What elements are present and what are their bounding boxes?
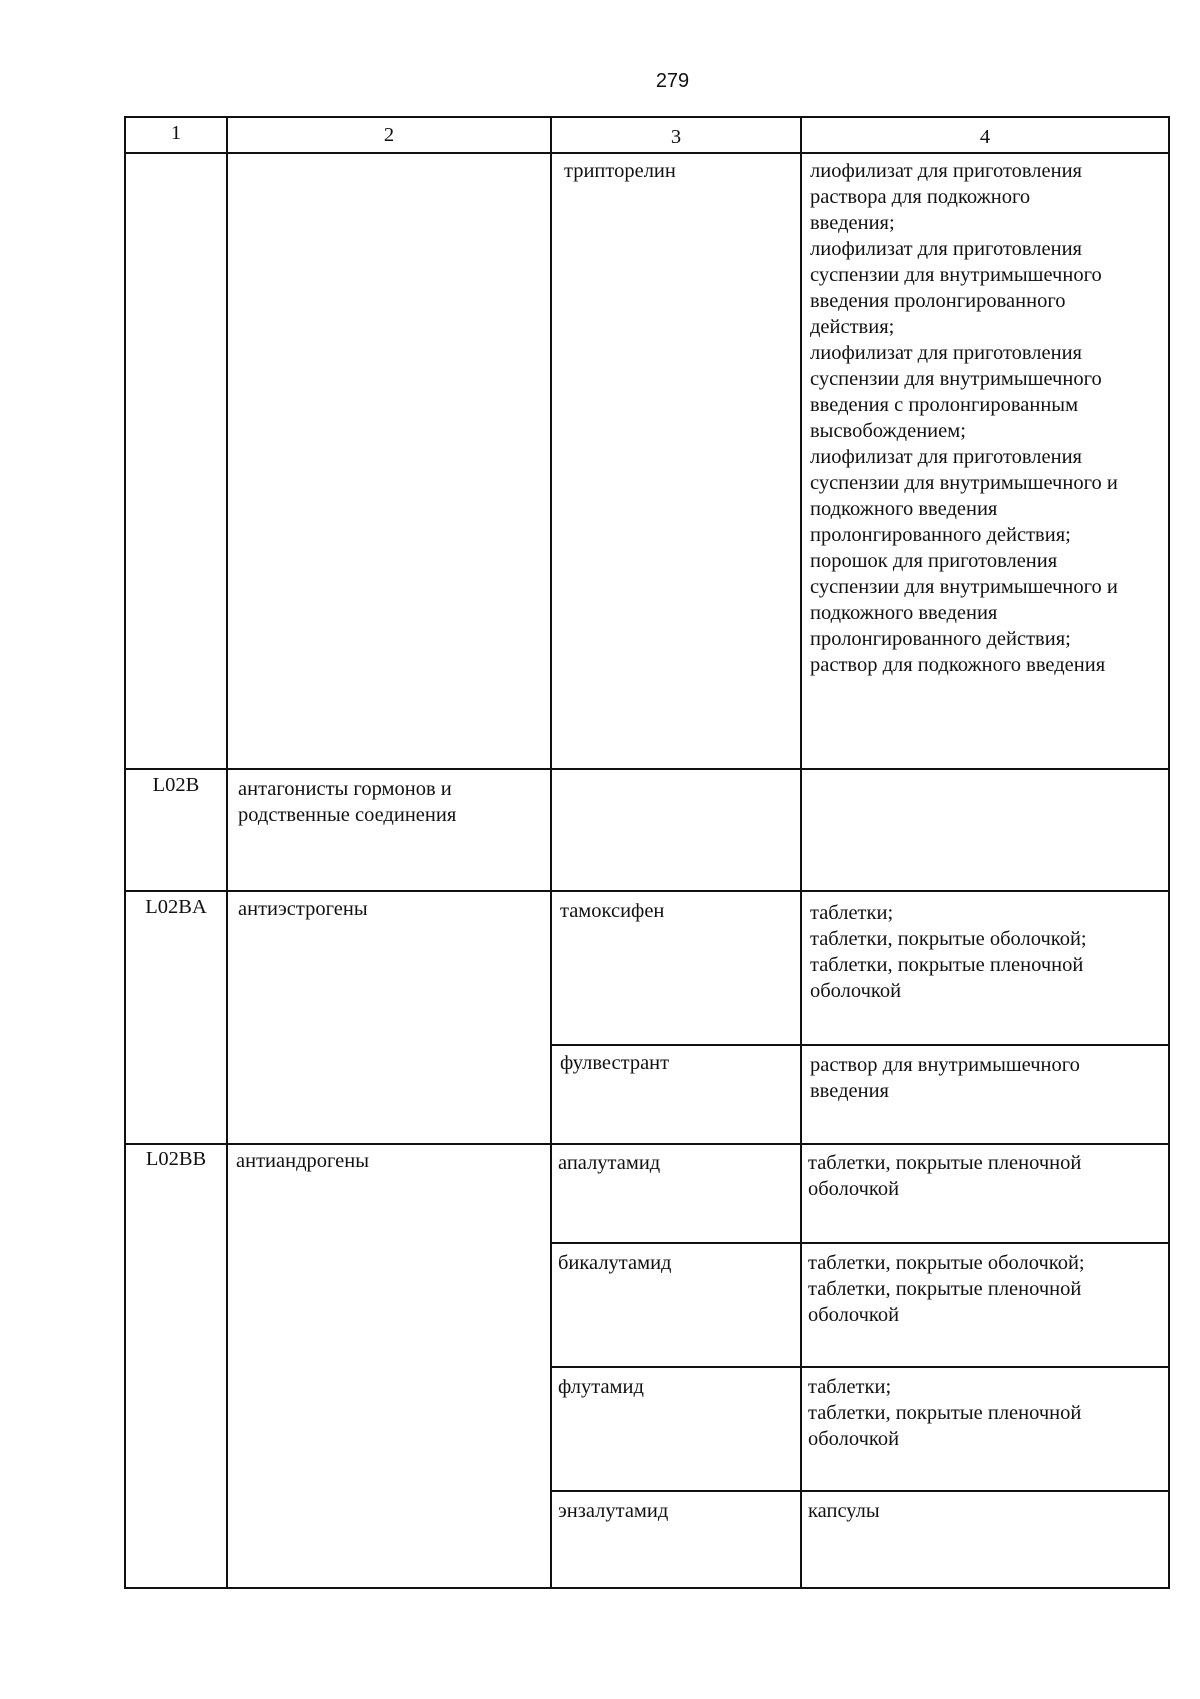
drug-name: флутамид xyxy=(558,1376,644,1398)
drug-name: апалутамид xyxy=(558,1152,661,1174)
table-border-top xyxy=(124,116,1170,118)
drug-name: тамоксифен xyxy=(560,900,665,922)
dosage-forms: таблетки, покрытые пленочной оболочкой xyxy=(808,1152,1082,1200)
row-divider xyxy=(550,1366,1170,1368)
dosage-forms: таблетки; таблетки, покрытые оболочкой; таблетки, покрытые пленочной оболочкой xyxy=(810,902,1087,1002)
page-number: 279 xyxy=(655,70,690,92)
column-header-3: 3 xyxy=(670,126,682,148)
drug-table xyxy=(124,116,1170,1589)
table-border-bottom xyxy=(124,1587,1170,1589)
atc-code: L02B xyxy=(152,774,200,796)
dosage-forms: лиофилизат для приготовления раствора для подкожного введения; лиофилизат для приготовления суспензии для внутримышечного введения пролонгированного действия; лиофилизат для приготовления суспензии для внутримышечного введения с пролонгированным высвобождением; лиофилизат для приготовления суспензии для внутримышечного и подкожного введения пролонгированного действия; порошок для приготовления суспензии для внутримышечного и подкожного введения пролонгированного действия; раствор для подкожного введения xyxy=(810,160,1118,676)
column-divider-1 xyxy=(226,116,228,1589)
pharmacological-group: антиэстрогены xyxy=(238,898,368,920)
row-divider xyxy=(124,890,1170,892)
table-border-left xyxy=(124,116,126,1589)
column-divider-2 xyxy=(550,116,552,1589)
drug-name: фулвестрант xyxy=(560,1052,670,1074)
drug-name: энзалутамид xyxy=(558,1500,669,1522)
dosage-forms: раствор для внутримышечного введения xyxy=(810,1054,1080,1102)
row-divider xyxy=(124,1143,1170,1145)
drug-name: трипторелин xyxy=(564,160,676,182)
row-divider xyxy=(124,768,1170,770)
column-divider-3 xyxy=(800,116,802,1589)
atc-code: L02BA xyxy=(145,896,207,918)
pharmacological-group: антагонисты гормонов и родственные соединения xyxy=(238,778,457,826)
pharmacological-group: антиандрогены xyxy=(236,1150,369,1172)
column-header-2: 2 xyxy=(383,124,395,146)
drug-name: бикалутамид xyxy=(558,1252,672,1274)
column-header-4: 4 xyxy=(979,126,991,148)
row-divider xyxy=(550,1242,1170,1244)
row-divider xyxy=(550,1044,1170,1046)
dosage-forms: таблетки, покрытые оболочкой; таблетки, покрытые пленочной оболочкой xyxy=(808,1252,1085,1326)
dosage-forms: капсулы xyxy=(808,1500,880,1522)
atc-code: L02BB xyxy=(145,1148,207,1170)
row-divider xyxy=(550,1490,1170,1492)
column-header-1: 1 xyxy=(170,122,182,144)
header-bottom-line xyxy=(124,152,1170,154)
table-border-right xyxy=(1168,116,1170,1589)
dosage-forms: таблетки; таблетки, покрытые пленочной оболочкой xyxy=(808,1376,1082,1450)
